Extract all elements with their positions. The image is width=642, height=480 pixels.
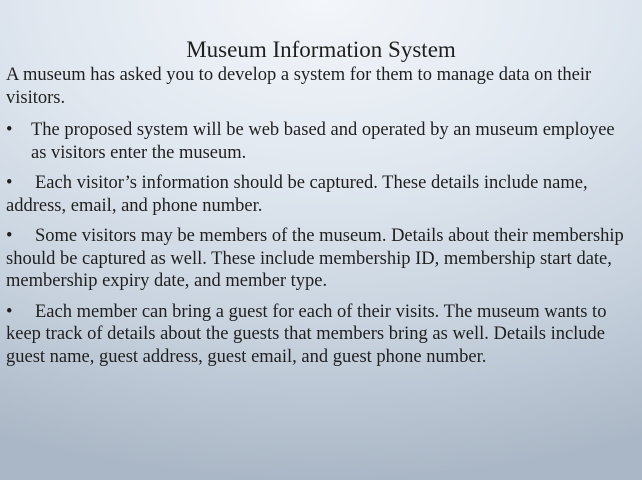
bullet-item-3	[6, 225, 632, 293]
bullet-text: Each visitor’s information should be captured. These details include name, address, email, and phone number.	[6, 173, 588, 216]
bullet-marker: •	[6, 301, 13, 322]
bullet-text: Some visitors may be members of the museum. Details about their membership should be captured as well. These include membership ID, membership start date, membership expiry date, and member type.	[6, 226, 624, 291]
bullet-list	[6, 119, 632, 368]
bullet-item-4	[6, 301, 632, 369]
bullet-text: The proposed system will be web based and operated by an museum employee as visitors enter the museum.	[31, 120, 615, 163]
intro-paragraph: A museum has asked you to develop a system for them to manage data on their visitors.	[6, 65, 592, 108]
slide-title: Museum Information System	[186, 37, 456, 62]
bullet-marker: •	[6, 120, 13, 140]
bullet-item-1	[6, 119, 632, 164]
bullet-marker: •	[6, 226, 13, 246]
slide-body	[6, 64, 632, 376]
bullet-marker: •	[6, 173, 13, 193]
bullet-text: Each member can bring a guest for each of their visits. The museum wants to keep track of details about the guests that members bring as well. Details include guest name, guest address, guest email, and guest phone number.	[6, 301, 607, 367]
bullet-item-2	[6, 172, 632, 217]
